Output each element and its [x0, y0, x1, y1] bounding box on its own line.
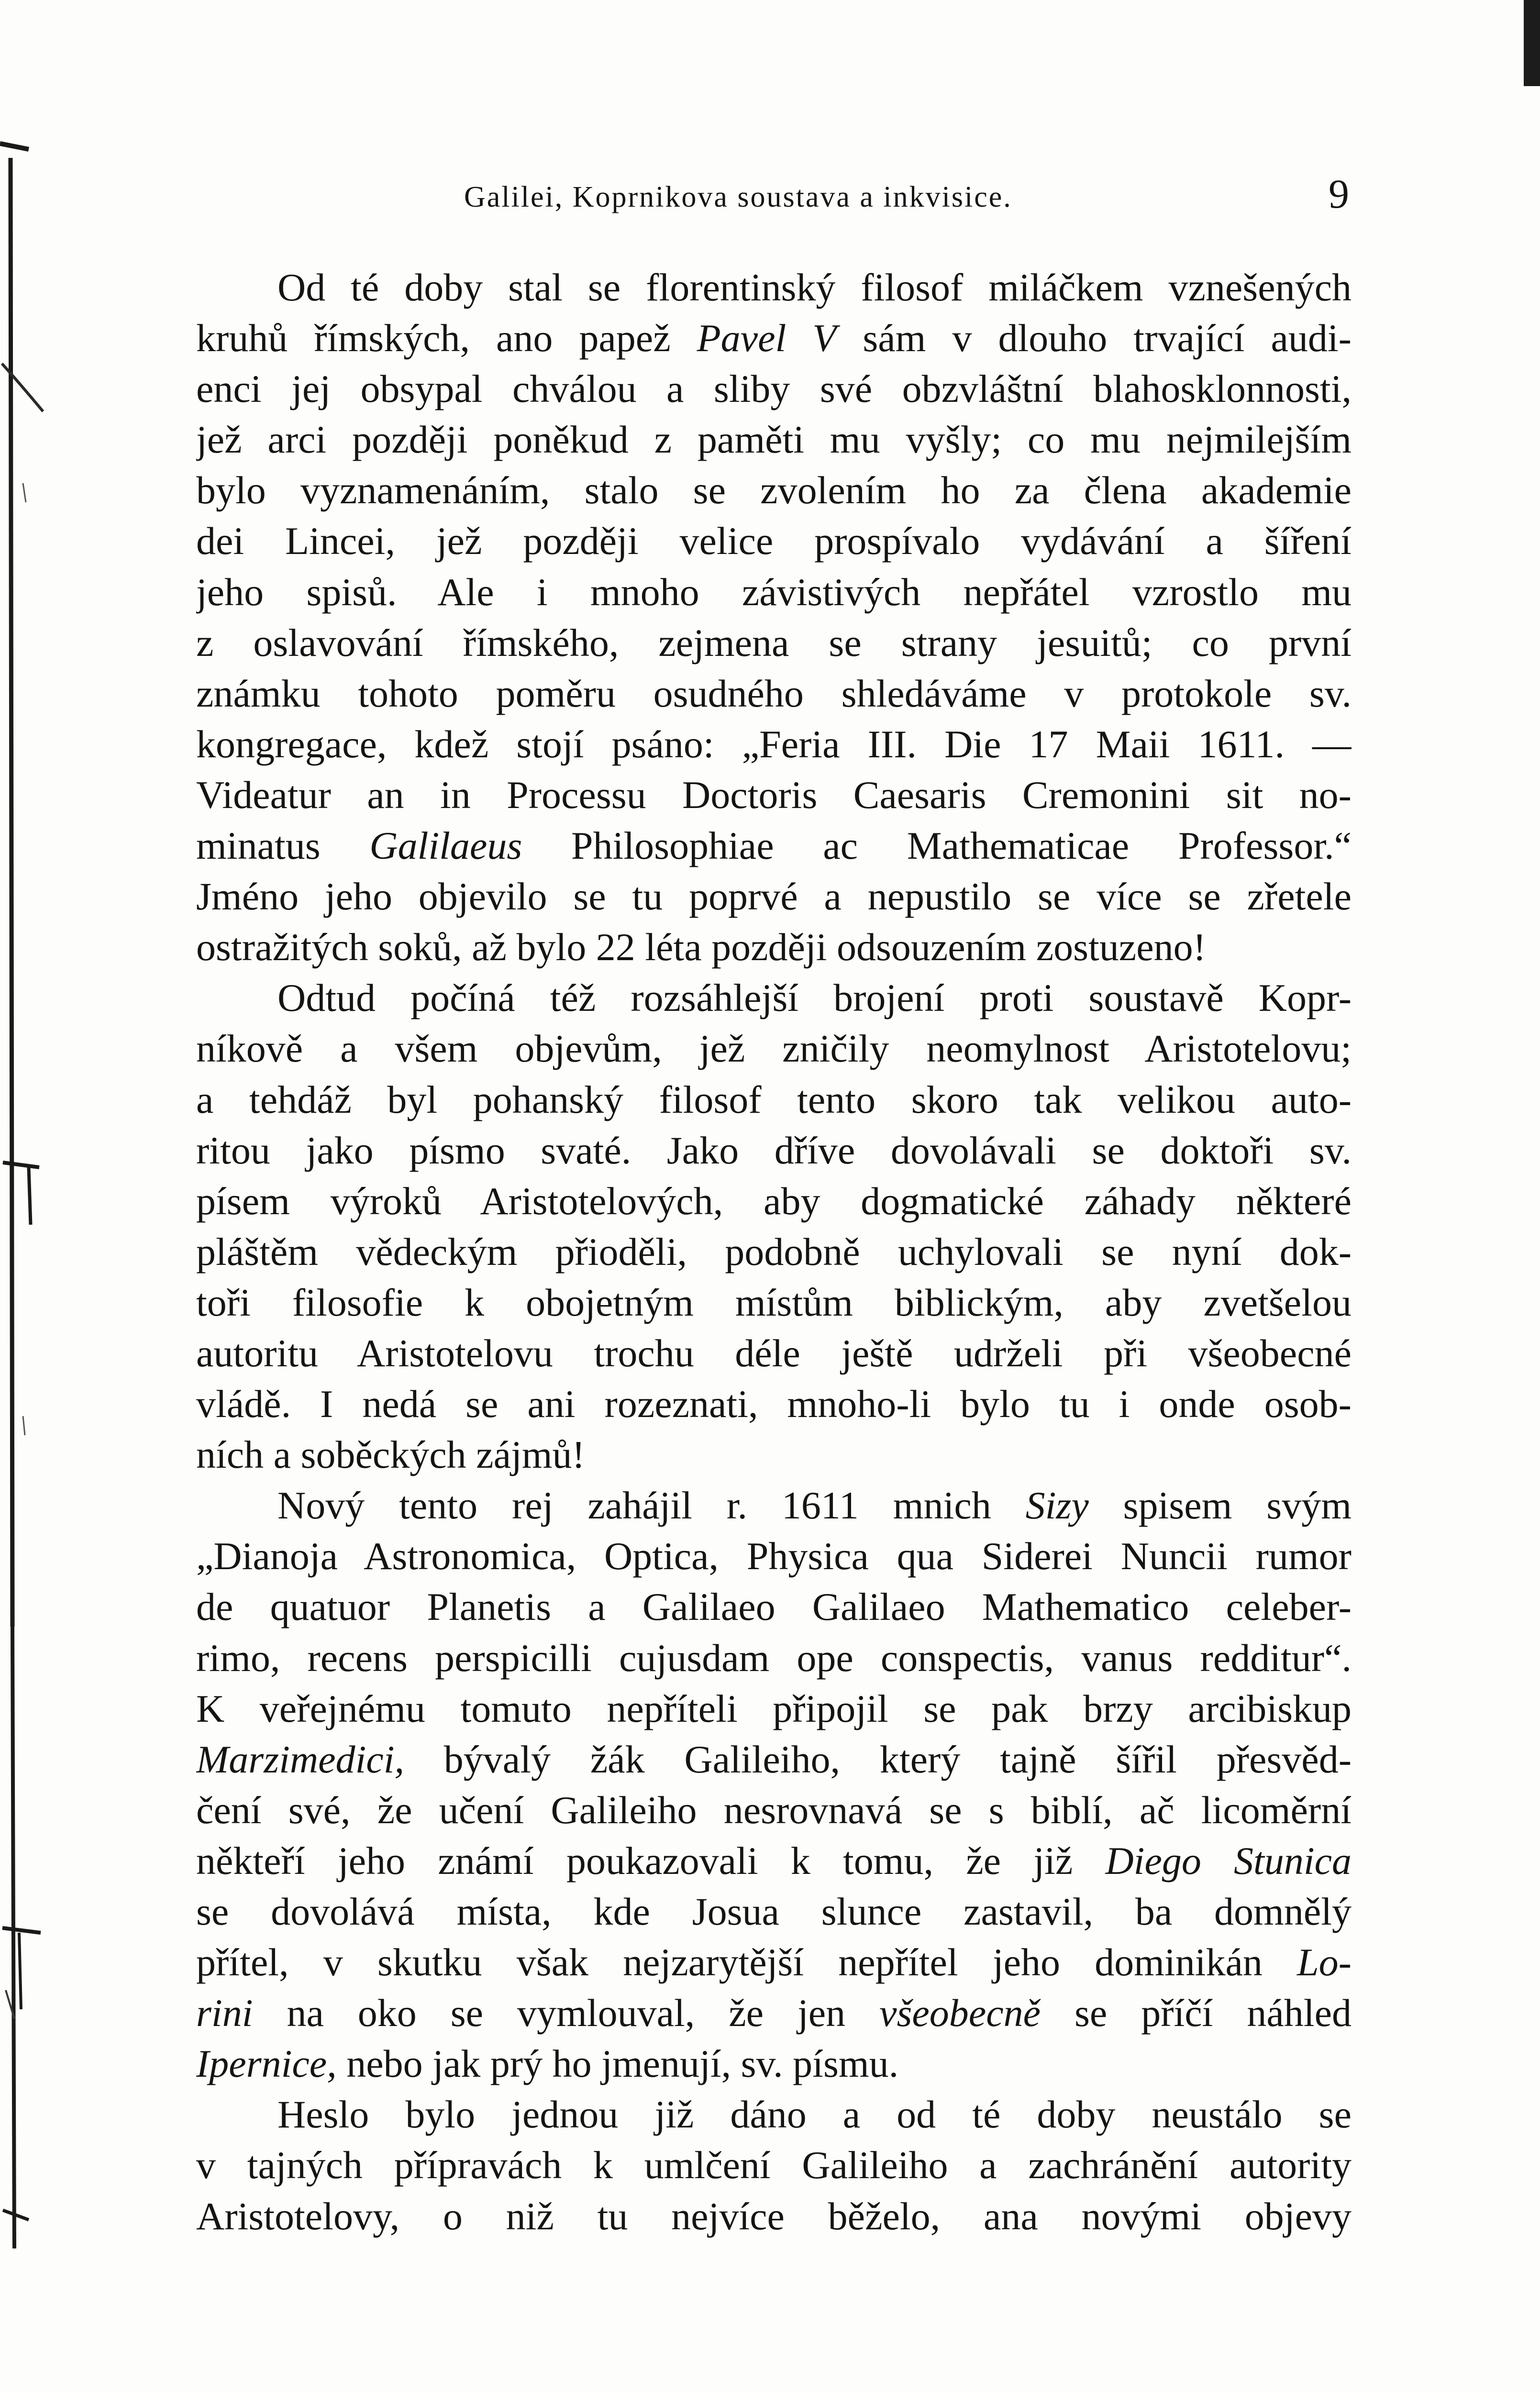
- text-segment: rimo, recens perspicilli cujusdam ope conspectis, vanus redditur“.: [196, 1636, 1352, 1680]
- text-line: [196, 1531, 1352, 1582]
- text-line: [196, 414, 1352, 465]
- text-line: [196, 1480, 1352, 1531]
- text-segment: kruhů římských, ano papež: [196, 316, 697, 360]
- text-segment: K veřejnému tomuto nepříteli připojil se pak brzy arcibiskup: [196, 1686, 1352, 1730]
- text-segment: přítel, v skutku však nejzarytější nepřítel jeho dominikán: [196, 1940, 1297, 1984]
- text-segment: vládě. I nedá se ani rozeznati, mnoho-li bylo tu i onde osob-: [196, 1382, 1352, 1426]
- text-line: [196, 1937, 1352, 1988]
- text-line: [196, 770, 1352, 820]
- text-line: [196, 1785, 1352, 1836]
- text-line: [196, 1886, 1352, 1937]
- text-segment: v tajných přípravách k umlčení Galileiho a zachránění autority: [196, 2143, 1352, 2187]
- text-line: [196, 973, 1352, 1023]
- text-line: [196, 1379, 1352, 1429]
- text-segment: a tehdáž byl pohanský filosof tento skoro tak velikou auto-: [196, 1077, 1352, 1121]
- text-line: [196, 1683, 1352, 1734]
- text-line: [196, 1277, 1352, 1328]
- italic-text: Sizy: [1025, 1484, 1089, 1528]
- text-segment: ních a soběckých zájmů!: [196, 1433, 585, 1477]
- text-line: [196, 262, 1352, 313]
- text-segment: na oko se vymlouval, že jen: [253, 1991, 880, 2035]
- text-segment: autoritu Aristotelovu trochu déle ještě udrželi při všeobecné: [196, 1331, 1352, 1375]
- page-header: [464, 170, 1349, 227]
- text-segment: jeho spisů. Ale i mnoho závistivých nepřátel vzrostlo mu: [196, 570, 1352, 614]
- text-line: [196, 1734, 1352, 1785]
- text-segment: minatus: [196, 824, 370, 868]
- text-line: [196, 2140, 1352, 2191]
- italic-text: Galilaeus: [369, 824, 522, 868]
- text-segment: známku tohoto poměru osudného shledáváme v protokole sv.: [196, 671, 1352, 715]
- text-segment: toři filosofie k obojetným místům biblickým, aby zvetšelou: [196, 1280, 1352, 1324]
- italic-text: Ipernice,: [196, 2042, 337, 2086]
- text-segment: ritou jako písmo svaté. Jako dříve dovolávali se doktoři sv.: [196, 1128, 1352, 1172]
- text-line: [196, 1633, 1352, 1683]
- text-line: [196, 1227, 1352, 1277]
- text-segment: dei Lincei, jež později velice prospívalo vydávání a šíření: [196, 519, 1352, 563]
- text-line: [196, 567, 1352, 618]
- text-line: [196, 719, 1352, 770]
- body-text: [196, 262, 1352, 2295]
- text-line: [196, 1429, 1352, 1480]
- text-segment: Heslo bylo jednou již dáno a od té doby neustálo se: [277, 2093, 1352, 2137]
- text-segment: Videatur an in Processu Doctoris Caesaris Cremonini sit no-: [196, 773, 1352, 817]
- text-line: [196, 465, 1352, 516]
- text-segment: níkově a všem objevům, jež zničily neomylnost Aristotelovu;: [196, 1027, 1352, 1071]
- text-segment: písem výroků Aristotelových, aby dogmatické záhady některé: [196, 1179, 1352, 1223]
- running-title: Galilei, Koprnikova soustava a inkvisice.: [464, 181, 1012, 213]
- text-line: [196, 364, 1352, 414]
- text-segment: pláštěm vědeckým přioděli, podobně uchylovali se nyní dok-: [196, 1229, 1352, 1274]
- text-segment: bylo vyznamenáním, stalo se zvolením ho za člena akademie: [196, 468, 1352, 512]
- text-line: [196, 820, 1352, 871]
- text-line: [196, 1176, 1352, 1227]
- italic-text: Diego Stunica: [1105, 1838, 1352, 1883]
- italic-text: rini: [196, 1991, 253, 2035]
- page-number: 9: [1329, 171, 1349, 217]
- text-segment: spisem svým: [1088, 1484, 1352, 1528]
- text-segment: sám v dlouho trvající audi-: [836, 316, 1352, 360]
- text-segment: někteří jeho známí poukazovali k tomu, že již: [196, 1838, 1106, 1883]
- text-line: [196, 2038, 1352, 2089]
- text-segment: z oslavování římského, zejmena se strany jesuitů; co první: [196, 620, 1352, 664]
- text-segment: nebo jak prý ho jmenují, sv. písmu.: [336, 2042, 899, 2086]
- text-segment: de quatuor Planetis a Galilaeo Galilaeo Mathematico celeber-: [196, 1585, 1352, 1629]
- text-segment: Philosophiae ac Mathematicae Professor.“: [522, 824, 1352, 868]
- text-line: [196, 668, 1352, 719]
- page-corner-shadow: [1524, 0, 1540, 86]
- text-segment: bývalý žák Galileiho, který tajně šířil přesvěd-: [404, 1737, 1352, 1781]
- text-line: [196, 1988, 1352, 2038]
- text-segment: Aristotelovy, o niž tu nejvíce běželo, ana novými objevy: [196, 2194, 1352, 2238]
- text-segment: kongregace, kdež stojí psáno: „Feria III. Die 17 Maii 1611. —: [196, 722, 1352, 766]
- italic-text: Lo-: [1297, 1940, 1352, 1984]
- text-segment: ostražitých soků, až bylo 22 léta později odsouzením zostuzeno!: [196, 925, 1206, 969]
- text-line: [196, 922, 1352, 973]
- italic-text: Pavel V: [697, 316, 837, 360]
- italic-text: všeobecně: [879, 1991, 1041, 2035]
- text-line: [196, 871, 1352, 922]
- text-line: [196, 1023, 1352, 1074]
- text-line: [196, 1125, 1352, 1176]
- text-segment: Nový tento rej zahájil r. 1611 mnich: [277, 1484, 1026, 1528]
- text-line: [196, 313, 1352, 364]
- text-line: [196, 1074, 1352, 1125]
- text-line: [196, 1582, 1352, 1632]
- text-segment: „Dianoja Astronomica, Optica, Physica qua Siderei Nuncii rumor: [196, 1534, 1352, 1578]
- text-segment: enci jej obsypal chválou a sliby své obzvláštní blahosklonnosti,: [196, 367, 1352, 411]
- text-segment: čení své, že učení Galileiho nesrovnavá se s biblí, ač licoměrní: [196, 1788, 1352, 1832]
- text-line: [196, 2191, 1352, 2242]
- text-line: [196, 1328, 1352, 1379]
- text-segment: Jméno jeho objevilo se tu poprvé a nepustilo se více se zřetele: [196, 875, 1352, 919]
- text-line: [196, 618, 1352, 668]
- text-segment: Od té doby stal se florentinský filosof miláčkem vznešených: [277, 266, 1352, 309]
- text-line: [196, 1836, 1352, 1886]
- text-line: [196, 516, 1352, 566]
- text-segment: se dovolává místa, kde Josua slunce zastavil, ba domnělý: [196, 1890, 1352, 1933]
- text-segment: jež arci později poněkud z paměti mu vyšly; co mu nejmilejším: [196, 418, 1352, 462]
- italic-text: Marzimedici,: [196, 1737, 404, 1781]
- page-binding-edge: [0, 0, 72, 2392]
- text-line: [196, 2089, 1352, 2140]
- text-segment: se příčí náhled: [1040, 1991, 1352, 2035]
- text-segment: Odtud počíná též rozsáhlejší brojení proti soustavě Kopr-: [277, 976, 1352, 1020]
